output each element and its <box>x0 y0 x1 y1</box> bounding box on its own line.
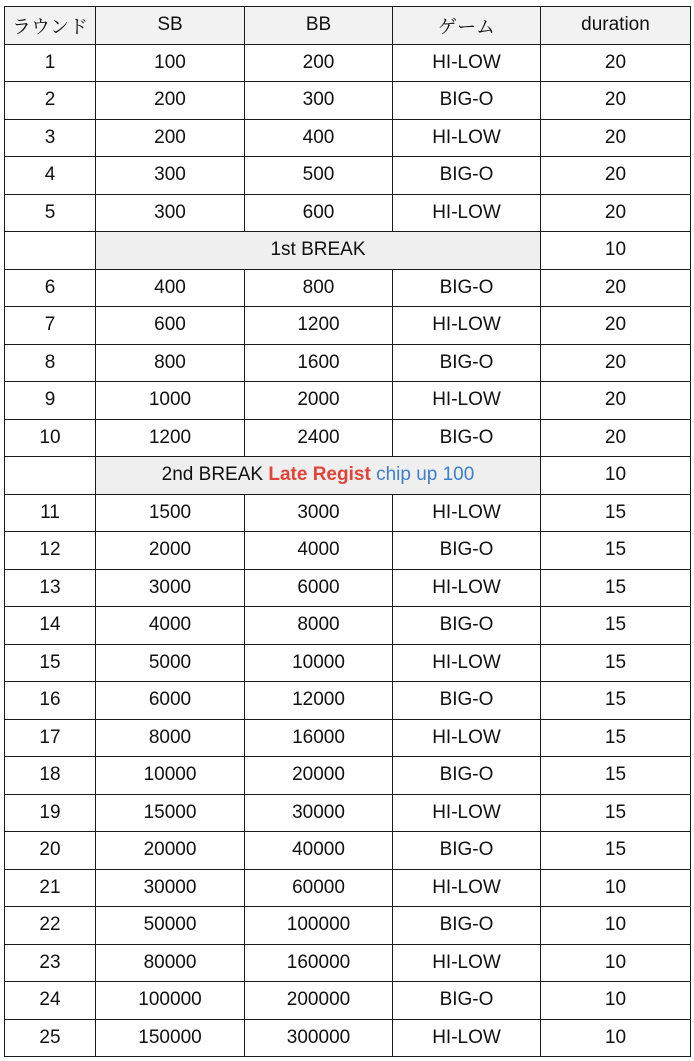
bb-cell: 4000 <box>245 532 393 570</box>
level-row <box>5 982 691 1020</box>
game-cell: BIG-O <box>393 82 541 120</box>
sb-cell: 8000 <box>96 719 245 757</box>
game-cell: BIG-O <box>393 607 541 645</box>
bb-cell: 500 <box>245 157 393 195</box>
duration-cell: 10 <box>541 944 691 982</box>
bb-cell: 2000 <box>245 382 393 420</box>
duration-cell: 10 <box>541 1019 691 1057</box>
bb-cell: 3000 <box>245 494 393 532</box>
bb-cell: 100000 <box>245 907 393 945</box>
level-row <box>5 907 691 945</box>
duration-cell: 15 <box>541 757 691 795</box>
sb-cell: 100 <box>96 44 245 82</box>
sb-cell: 10000 <box>96 757 245 795</box>
duration-cell: 15 <box>541 682 691 720</box>
game-cell: HI-LOW <box>393 794 541 832</box>
level-row <box>5 82 691 120</box>
sb-cell: 200 <box>96 119 245 157</box>
round-cell: 17 <box>5 719 96 757</box>
round-cell: 18 <box>5 757 96 795</box>
table-body <box>5 44 691 1057</box>
sb-cell: 30000 <box>96 869 245 907</box>
break-row <box>5 457 691 495</box>
game-cell: HI-LOW <box>393 944 541 982</box>
duration-cell: 15 <box>541 832 691 870</box>
level-row <box>5 307 691 345</box>
game-cell: HI-LOW <box>393 719 541 757</box>
level-row <box>5 494 691 532</box>
round-cell-empty <box>5 232 96 270</box>
round-cell: 15 <box>5 644 96 682</box>
bb-cell: 1200 <box>245 307 393 345</box>
duration-cell: 10 <box>541 457 691 495</box>
duration-cell: 20 <box>541 307 691 345</box>
duration-cell: 20 <box>541 82 691 120</box>
game-cell: HI-LOW <box>393 494 541 532</box>
game-cell: BIG-O <box>393 757 541 795</box>
blind-structure-container <box>4 6 691 1057</box>
level-row <box>5 532 691 570</box>
level-row <box>5 719 691 757</box>
game-cell: BIG-O <box>393 419 541 457</box>
game-cell: HI-LOW <box>393 644 541 682</box>
game-cell: HI-LOW <box>393 44 541 82</box>
game-cell: BIG-O <box>393 832 541 870</box>
game-cell: BIG-O <box>393 532 541 570</box>
sb-cell: 300 <box>96 194 245 232</box>
duration-cell: 10 <box>541 869 691 907</box>
break-label-cell <box>96 457 541 495</box>
round-cell: 7 <box>5 307 96 345</box>
round-cell: 9 <box>5 382 96 420</box>
duration-cell: 15 <box>541 569 691 607</box>
duration-cell: 20 <box>541 44 691 82</box>
duration-cell: 15 <box>541 494 691 532</box>
break-label-cell <box>96 232 541 270</box>
game-cell: BIG-O <box>393 982 541 1020</box>
round-cell: 14 <box>5 607 96 645</box>
round-cell-empty <box>5 457 96 495</box>
break-row <box>5 232 691 270</box>
duration-cell: 20 <box>541 419 691 457</box>
duration-cell: 15 <box>541 644 691 682</box>
bb-cell: 200 <box>245 44 393 82</box>
level-row <box>5 682 691 720</box>
duration-cell: 20 <box>541 344 691 382</box>
sb-cell: 80000 <box>96 944 245 982</box>
duration-cell: 15 <box>541 794 691 832</box>
round-cell: 19 <box>5 794 96 832</box>
round-cell: 8 <box>5 344 96 382</box>
sb-cell: 15000 <box>96 794 245 832</box>
sb-cell: 600 <box>96 307 245 345</box>
level-row <box>5 344 691 382</box>
bb-cell: 8000 <box>245 607 393 645</box>
game-cell: HI-LOW <box>393 1019 541 1057</box>
duration-cell: 20 <box>541 157 691 195</box>
sb-cell: 300 <box>96 157 245 195</box>
round-cell: 11 <box>5 494 96 532</box>
sb-cell: 150000 <box>96 1019 245 1057</box>
bb-cell: 10000 <box>245 644 393 682</box>
level-row <box>5 194 691 232</box>
game-cell: BIG-O <box>393 907 541 945</box>
level-row <box>5 757 691 795</box>
level-row <box>5 832 691 870</box>
level-row <box>5 644 691 682</box>
game-cell: BIG-O <box>393 269 541 307</box>
round-cell: 5 <box>5 194 96 232</box>
round-cell: 25 <box>5 1019 96 1057</box>
level-row <box>5 944 691 982</box>
sb-cell: 100000 <box>96 982 245 1020</box>
sb-cell: 1500 <box>96 494 245 532</box>
bb-cell: 16000 <box>245 719 393 757</box>
round-cell: 13 <box>5 569 96 607</box>
level-row <box>5 794 691 832</box>
bb-cell: 30000 <box>245 794 393 832</box>
level-row <box>5 269 691 307</box>
duration-cell: 15 <box>541 532 691 570</box>
header-bb: BB <box>245 7 393 45</box>
level-row <box>5 119 691 157</box>
header-row <box>5 7 691 45</box>
duration-cell: 20 <box>541 382 691 420</box>
bb-cell: 2400 <box>245 419 393 457</box>
duration-cell: 15 <box>541 607 691 645</box>
round-cell: 6 <box>5 269 96 307</box>
header-game: ゲーム <box>393 7 541 45</box>
break-label: 2nd BREAK <box>161 464 264 486</box>
bb-cell: 20000 <box>245 757 393 795</box>
bb-cell: 60000 <box>245 869 393 907</box>
sb-cell: 5000 <box>96 644 245 682</box>
bb-cell: 400 <box>245 119 393 157</box>
duration-cell: 20 <box>541 119 691 157</box>
bb-cell: 800 <box>245 269 393 307</box>
duration-cell: 15 <box>541 719 691 757</box>
bb-cell: 300000 <box>245 1019 393 1057</box>
sb-cell: 50000 <box>96 907 245 945</box>
round-cell: 16 <box>5 682 96 720</box>
bb-cell: 600 <box>245 194 393 232</box>
bb-cell: 6000 <box>245 569 393 607</box>
bb-cell: 200000 <box>245 982 393 1020</box>
round-cell: 12 <box>5 532 96 570</box>
duration-cell: 20 <box>541 194 691 232</box>
round-cell: 24 <box>5 982 96 1020</box>
round-cell: 3 <box>5 119 96 157</box>
game-cell: HI-LOW <box>393 382 541 420</box>
sb-cell: 1200 <box>96 419 245 457</box>
sb-cell: 200 <box>96 82 245 120</box>
blind-structure-table <box>4 6 691 1057</box>
round-cell: 10 <box>5 419 96 457</box>
header-round: ラウンド <box>5 7 96 45</box>
level-row <box>5 44 691 82</box>
header-sb: SB <box>96 7 245 45</box>
round-cell: 1 <box>5 44 96 82</box>
sb-cell: 4000 <box>96 607 245 645</box>
bb-cell: 40000 <box>245 832 393 870</box>
sb-cell: 2000 <box>96 532 245 570</box>
chip-up-note: chip up 100 <box>376 464 475 486</box>
level-row <box>5 607 691 645</box>
sb-cell: 6000 <box>96 682 245 720</box>
round-cell: 4 <box>5 157 96 195</box>
header-duration: duration <box>541 7 691 45</box>
duration-cell: 10 <box>541 907 691 945</box>
bb-cell: 12000 <box>245 682 393 720</box>
level-row <box>5 869 691 907</box>
game-cell: HI-LOW <box>393 307 541 345</box>
bb-cell: 300 <box>245 82 393 120</box>
sb-cell: 1000 <box>96 382 245 420</box>
bb-cell: 1600 <box>245 344 393 382</box>
level-row <box>5 1019 691 1057</box>
game-cell: BIG-O <box>393 344 541 382</box>
sb-cell: 800 <box>96 344 245 382</box>
game-cell: HI-LOW <box>393 869 541 907</box>
game-cell: HI-LOW <box>393 569 541 607</box>
round-cell: 2 <box>5 82 96 120</box>
round-cell: 20 <box>5 832 96 870</box>
round-cell: 22 <box>5 907 96 945</box>
game-cell: BIG-O <box>393 682 541 720</box>
sb-cell: 3000 <box>96 569 245 607</box>
bb-cell: 160000 <box>245 944 393 982</box>
game-cell: HI-LOW <box>393 194 541 232</box>
level-row <box>5 419 691 457</box>
duration-cell: 10 <box>541 232 691 270</box>
sb-cell: 20000 <box>96 832 245 870</box>
level-row <box>5 382 691 420</box>
round-cell: 21 <box>5 869 96 907</box>
game-cell: HI-LOW <box>393 119 541 157</box>
round-cell: 23 <box>5 944 96 982</box>
duration-cell: 20 <box>541 269 691 307</box>
level-row <box>5 569 691 607</box>
break-label: 1st BREAK <box>270 239 366 261</box>
duration-cell: 10 <box>541 982 691 1020</box>
sb-cell: 400 <box>96 269 245 307</box>
late-regist-note: Late Regist <box>268 464 371 486</box>
game-cell: BIG-O <box>393 157 541 195</box>
level-row <box>5 157 691 195</box>
